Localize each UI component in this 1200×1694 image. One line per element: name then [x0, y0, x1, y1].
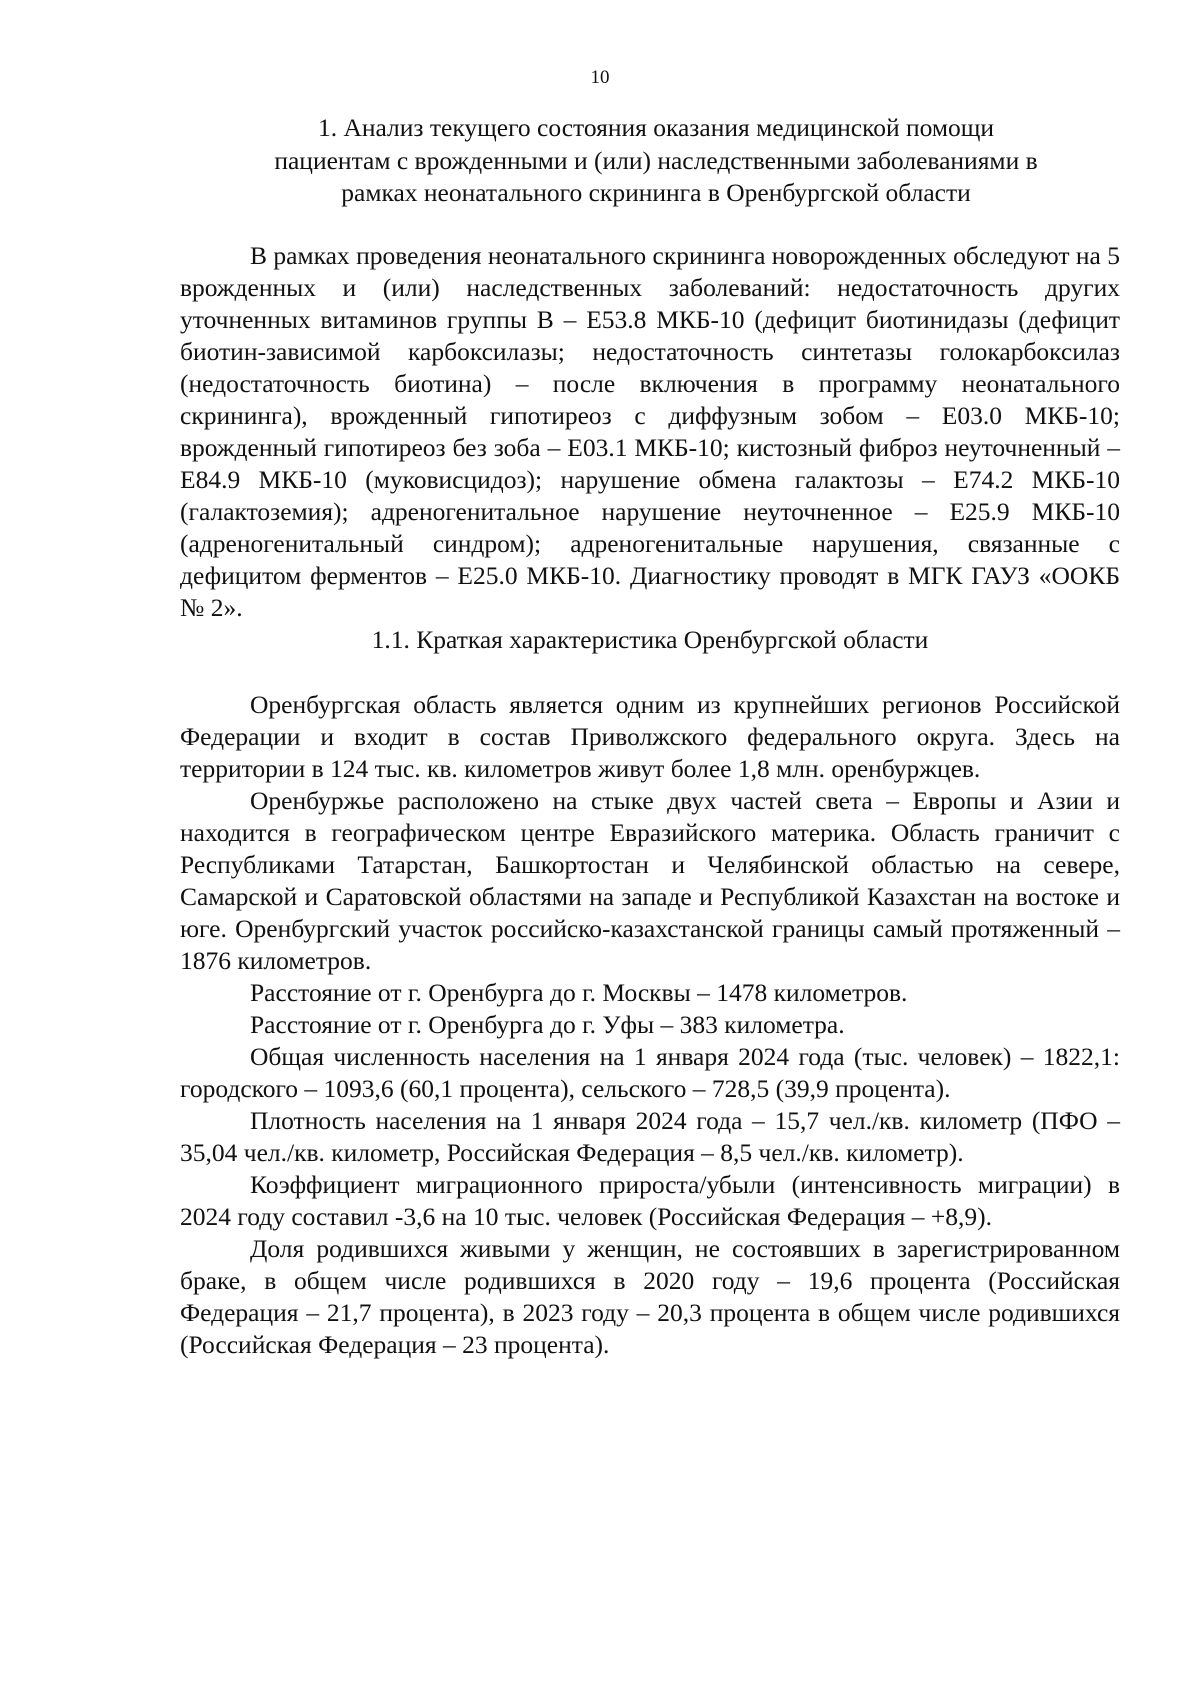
section-heading-line-3: рамках неонатального скрининга в Оренбургской области [341, 178, 971, 207]
section-heading-line-2: пациентам с врожденными и (или) наследственными заболеваниями в [274, 145, 1038, 175]
page-number: 10 [590, 67, 610, 88]
spacer [180, 656, 1120, 689]
paragraph-distance-ufa: Расстояние от г. Оренбурга до г. Уфы – 383 километра. [250, 1009, 845, 1039]
paragraph-births: Доля родившихся живыми у женщин, не состоявших в зарегистрированном браке, в общем числе родившихся в 2020 году – 19,6 процента (Российская Федерация – 21,7 процента), в 2023 году – 20,3 процента в общем числе родившихся (Российская Федерация – 23 процента). [180, 1233, 1120, 1359]
intro-paragraph: В рамках проведения неонатального скрининга новорожденных обследуют на 5 врожденных и (или) наследственных заболеваний: недостаточность других уточненных витаминов группы В – Е53.8 МКБ-10 (дефицит биотинидазы (дефицит биотин-зависимой карбоксилазы; недостаточность синтетазы голокарбоксилаз (недостаточность биотина) – после включения в программу неонатального скрининга), врожденный гипотиреоз с диффузным зобом – Е03.0 МКБ-10; врожденный гипотиреоз без зоба – Е03.1 МКБ-10; кистозный фиброз неуточненный – Е84.9 МКБ-10 (муковисцидоз); нарушение обмена галактозы – Е74.2 МКБ-10 (галактоземия); адреногенитальное нарушение неуточненное – Е25.9 МКБ-10 (адреногенитальный синдром); адреногенитальные нарушения, связанные с дефицитом ферментов – Е25.0 МКБ-10. Диагностику проводят в МГК ГАУЗ «ООКБ № 2». [180, 240, 1120, 622]
document-body [180, 112, 1120, 1361]
paragraph-population: Общая численность населения на 1 января 2024 года (тыс. человек) – 1822,1: городского – 1093,6 (60,1 процента), сельского – 728,5 (39,9 процента). [180, 1041, 1120, 1103]
paragraph-density: Плотность населения на 1 января 2024 года – 15,7 чел./кв. километр (ПФО – 35,04 чел./кв. километр, Российская Федерация – 8,5 чел./кв. километр). [180, 1105, 1120, 1167]
section-heading [180, 112, 1120, 210]
paragraph-geography: Оренбуржье расположено на стыке двух частей света – Европы и Азии и находится в географическом центре Евразийского материка. Область граничит с Республиками Татарстан, Башкортостан и Челябинской областью на севере, Самарской и Саратовской областями на западе и Республикой Казахстан на востоке и юге. Оренбургский участок российско-казахстанской границы самый протяженный – 1876 километров. [180, 785, 1120, 975]
paragraph-migration: Коэффициент миграционного прироста/убыли (интенсивность миграции) в 2024 году составил -3,6 на 10 тыс. человек (Российская Федерация – +8,9). [180, 1169, 1120, 1231]
section-heading-line-1: 1. Анализ текущего состояния оказания медицинской помощи [317, 113, 995, 142]
spacer [180, 210, 1120, 240]
subsection-heading: 1.1. Краткая характеристика Оренбургской области [371, 624, 929, 654]
paragraph-distance-moscow: Расстояние от г. Оренбурга до г. Москвы – 1478 километров. [250, 977, 908, 1007]
paragraph-region-overview: Оренбургская область является одним из крупнейших регионов Российской Федерации и входит в состав Приволжского федерального округа. Здесь на территории в 124 тыс. кв. километров живут более 1,8 млн. оренбуржцев. [180, 689, 1120, 783]
